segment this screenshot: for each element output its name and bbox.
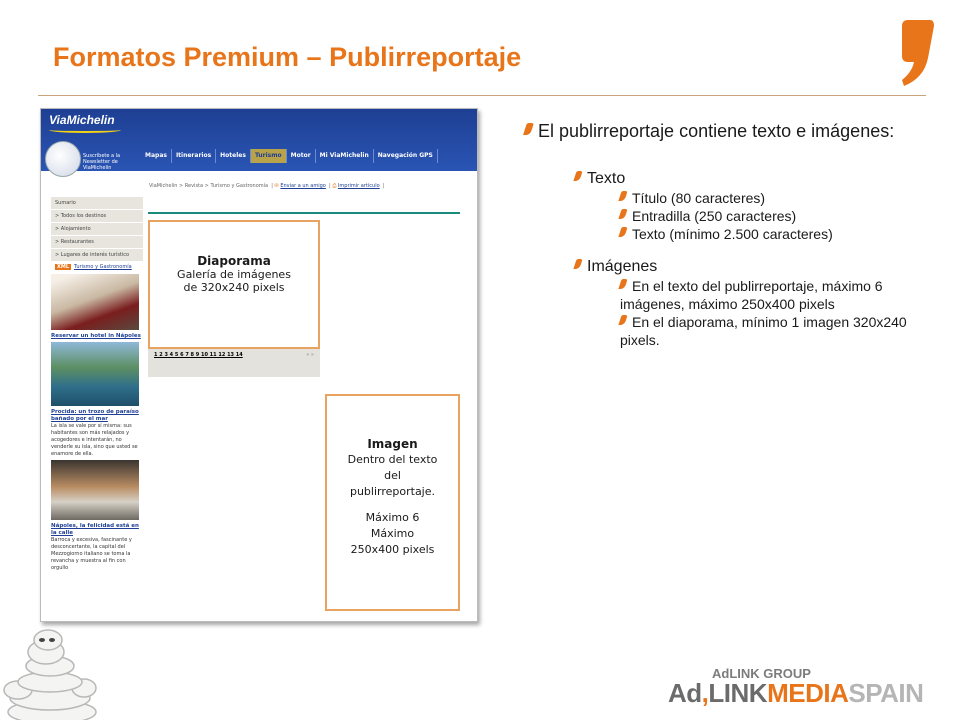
diaporama-line2: de 320x240 pixels	[183, 281, 285, 294]
imagen-placeholder	[325, 394, 460, 611]
article-text-napoles: Barroca y excesiva, fascinante y desconcertante, la capital del Mezzogiorno italiano se toma la revancha y muestra al fin con orgullo	[51, 537, 132, 571]
brand-ad: Ad	[668, 678, 702, 708]
imagen-line1: Dentro del texto	[347, 453, 438, 466]
pager-nav-arrows[interactable]: « »	[306, 352, 314, 358]
vm-sidebar	[51, 197, 143, 572]
bibendum-mascot-icon	[0, 620, 100, 720]
gallery-pager	[148, 349, 320, 377]
brand-media: MEDIA	[767, 678, 849, 708]
bullet-mark-icon	[618, 227, 627, 237]
send-friend-link[interactable]: Enviar a un amigo	[280, 183, 326, 189]
vm-logo[interactable]: ViaMichelin	[49, 113, 115, 127]
adlink-logo	[668, 666, 936, 714]
imagen-line2: del	[384, 469, 401, 482]
article-text-procida: La isla se vale por sí misma: sus habitantes son más relajados y acogedores e intentarán, no venderle su isla, sino que usted se enamore de ella.	[51, 423, 138, 457]
vm-nav-hoteles[interactable]: Hoteles	[216, 149, 251, 163]
bullet-imagenes-item	[620, 313, 945, 349]
xml-feed-link[interactable]: Turismo y Gastronomía	[74, 264, 132, 270]
printer-icon: ⎙	[332, 183, 337, 189]
vm-divider	[148, 212, 460, 214]
bullet-texto-titulo: Título (80 caracteres)	[632, 190, 766, 206]
sidebar-item-sumario[interactable]: Sumario	[51, 197, 143, 210]
bullet-texto-entradilla: Entradilla (250 caracteres)	[632, 208, 797, 224]
xml-feed-row[interactable]	[51, 262, 143, 272]
brand-link: LINK	[708, 678, 768, 708]
bullet-mark-icon	[523, 123, 534, 135]
comma-mark-icon	[898, 18, 938, 88]
bullet-texto-item	[620, 225, 945, 243]
breadcrumb[interactable]: ViaMichelin > Revista > Turismo y Gastronomía	[149, 183, 269, 189]
imagen-line5: Máximo	[370, 527, 415, 540]
vm-nav-mapas[interactable]: Mapas	[141, 149, 172, 163]
procida-coast-image[interactable]	[51, 342, 139, 406]
diaporama-line1: Galería de imágenes	[177, 268, 291, 281]
bullet-mark-icon	[618, 279, 627, 289]
bullet-mark-icon	[573, 171, 582, 181]
bullet-intro-text: El publirreportaje contiene texto e imágenes:	[538, 121, 895, 141]
vm-nav-gps[interactable]: Navegación GPS	[374, 149, 438, 163]
envelope-icon: ✉	[274, 183, 279, 189]
bullet-texto-label: Texto	[587, 170, 626, 187]
imagen-line6: 250x400 pixels	[350, 543, 435, 556]
vm-nav-itinerarios[interactable]: Itinerarios	[172, 149, 216, 163]
bullet-texto	[575, 169, 945, 189]
sidebar-item-alojamiento[interactable]: > Alojamiento	[51, 223, 143, 236]
imagen-line3: publirreportaje.	[349, 485, 436, 498]
slide-title: Formatos Premium – Publirreportaje	[53, 42, 522, 72]
vm-nav-mi-viamichelin[interactable]: Mi ViaMichelin	[316, 149, 374, 163]
bullet-list	[525, 118, 945, 349]
bullet-mark-icon	[618, 191, 627, 201]
print-article-link[interactable]: Imprimir artículo	[337, 183, 380, 189]
vm-nav-turismo[interactable]: Turismo	[251, 149, 287, 163]
xml-badge: XML	[57, 264, 70, 270]
bullet-imagenes	[575, 257, 945, 277]
bullet-mark-icon	[618, 209, 627, 219]
napoles-scooter-image[interactable]	[51, 460, 139, 520]
sidebar-item-restaurantes[interactable]: > Restaurantes	[51, 236, 143, 249]
bibendum-small-icon	[45, 141, 81, 177]
brand-group: AdLINK GROUP	[712, 666, 811, 681]
bullet-mark-icon	[618, 315, 627, 325]
vm-header	[41, 109, 478, 171]
bullet-intro	[525, 118, 945, 145]
title-divider	[38, 95, 926, 96]
brand-name	[668, 678, 923, 709]
article-link-napoles[interactable]: Nápoles, la felicidad está en la calle	[51, 523, 139, 536]
vm-newsletter-link[interactable]: Suscríbete a la Newsletter de ViaMichelin	[83, 153, 121, 171]
bullet-texto-item	[620, 189, 945, 207]
imagen-line4: Máximo 6	[365, 511, 420, 524]
vm-logo-swoosh-icon	[49, 127, 121, 133]
bullet-imagenes-label: Imágenes	[587, 258, 658, 275]
viamichelin-screenshot	[40, 108, 478, 622]
article-link-procida[interactable]: Procida: un trozo de paraíso bañado por el mar	[51, 409, 139, 422]
vm-nav	[141, 149, 438, 163]
brand-comma-icon: ,	[701, 678, 709, 708]
sidebar-item-destinos[interactable]: > Todos los destinos	[51, 210, 143, 223]
bullet-mark-icon	[573, 259, 582, 269]
sidebar-item-lugares[interactable]: > Lugares de interés turístico	[51, 249, 143, 262]
diaporama-title: Diaporama	[197, 254, 271, 268]
brand-spain: SPAIN	[848, 678, 924, 708]
diaporama-placeholder	[148, 220, 320, 349]
article-link-hotel[interactable]: Reservar un hotel in Nápoles	[51, 333, 141, 339]
bullet-texto-minimo: Texto (mínimo 2.500 caracteres)	[632, 226, 833, 242]
vm-nav-motor[interactable]: Motor	[287, 149, 316, 163]
imagen-title: Imagen	[367, 437, 418, 451]
pager-pages[interactable]: 1 2 3 4 5 6 7 8 9 10 11 12 13 14	[154, 352, 243, 358]
bullet-imagenes-texto: En el texto del publirreportaje, máximo 6 imágenes, máximo 250x400 pixels	[620, 278, 883, 312]
bullet-imagenes-diaporama: En el diaporama, mínimo 1 imagen 320x240 pixels.	[620, 314, 907, 348]
bullet-imagenes-item	[620, 277, 945, 313]
bullet-texto-item	[620, 207, 945, 225]
hotel-room-image[interactable]	[51, 274, 139, 330]
vm-breadcrumb-bar: ViaMichelin > Revista > Turismo y Gastronomía | ✉ Enviar a un amigo | ⎙ Imprimir artículo |	[149, 183, 385, 189]
